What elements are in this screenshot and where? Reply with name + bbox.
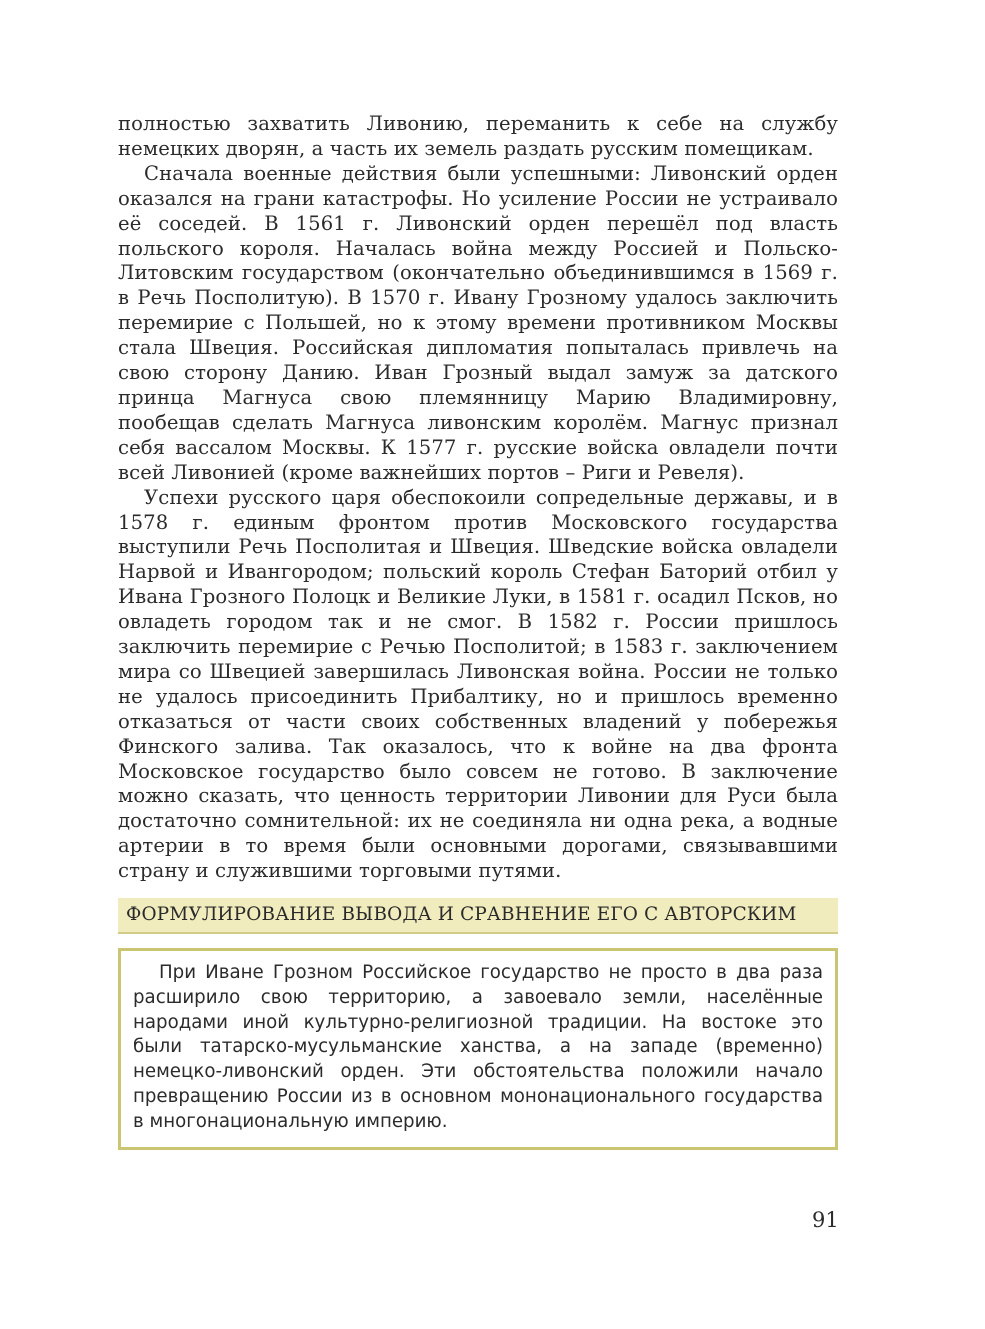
body-paragraph-1: полностью захватить Ливонию, переманить к себе на службу немецких дворян, а часть их земель раздать русским помещикам. bbox=[118, 112, 838, 160]
conclusion-box bbox=[118, 948, 838, 1150]
section-heading: ФОРМУЛИРОВАНИЕ ВЫВОДА И СРАВНЕНИЕ ЕГО С АВТОРСКИМ bbox=[118, 898, 838, 934]
body-paragraph-3: Успехи русского царя обеспокоили сопредельные державы, и в 1578 г. единым фронтом против Московского государства выступили Речь Посполитая и Швеция. Шведские войска овладели Нарвой и Ивангородом; польский король Стефан Баторий отбил у Ивана Грозного Полоцк и Великие Луки, в 1581 г. осадил Псков, но овладеть городом так и не смог. В 1582 г. России пришлось заключить перемирие с Речью Посполитой; в 1583 г. заключением мира со Швецией завершилась Ливонская война. России не только не удалось присоединить Прибалтику, но и пришлось временно отказаться от части своих собственных владений у побережья Финского залива. Так оказалось, что к войне на два фронта Московское государство было совсем не готово. В заключение можно сказать, что ценность территории Ливонии для Руси была достаточно сомнительной: их не соединяла ни одна река, а водные артерии в то время были основными дорогами, связывавшими страну и служившими торговыми путями. bbox=[118, 485, 838, 883]
page-number: 91 bbox=[812, 1208, 839, 1232]
page-content bbox=[118, 112, 838, 1150]
body-paragraph-2: Сначала военные действия были успешными: Ливонский орден оказался на грани катастрофы. Но усиление России не устраивало её соседей. В 1561 г. Ливонский орден перешёл под власть польского короля. Началась война между Россией и Польско-Литовским государством (окончательно объединившимся в 1569 г. в Речь Посполитую). В 1570 г. Ивану Грозному удалось заключить перемирие с Польшей, но к этому времени противником Москвы стала Швеция. Российская дипломатия попыталась привлечь на свою сторону Данию. Иван Грозный выдал замуж за датского принца Магнуса свою племянницу Марию Владимировну, пообещав сделать Магнуса ливонским королём. Магнус признал себя вассалом Москвы. К 1577 г. русские войска овладели почти всей Ливонией (кроме важнейших портов – Риги и Ревеля). bbox=[118, 161, 838, 484]
conclusion-text: При Иване Грозном Российское государство не просто в два раза расширило свою территорию, а завоевало земли, населённые народами иной культурно-религиозной традиции. На востоке это были татарско-мусульманские ханства, а на западе (временно) немецко-ливонский орден. Эти обстоятельства положили начало превращению России из в основном мононационального государства в многонациональную империю. bbox=[133, 962, 823, 1132]
